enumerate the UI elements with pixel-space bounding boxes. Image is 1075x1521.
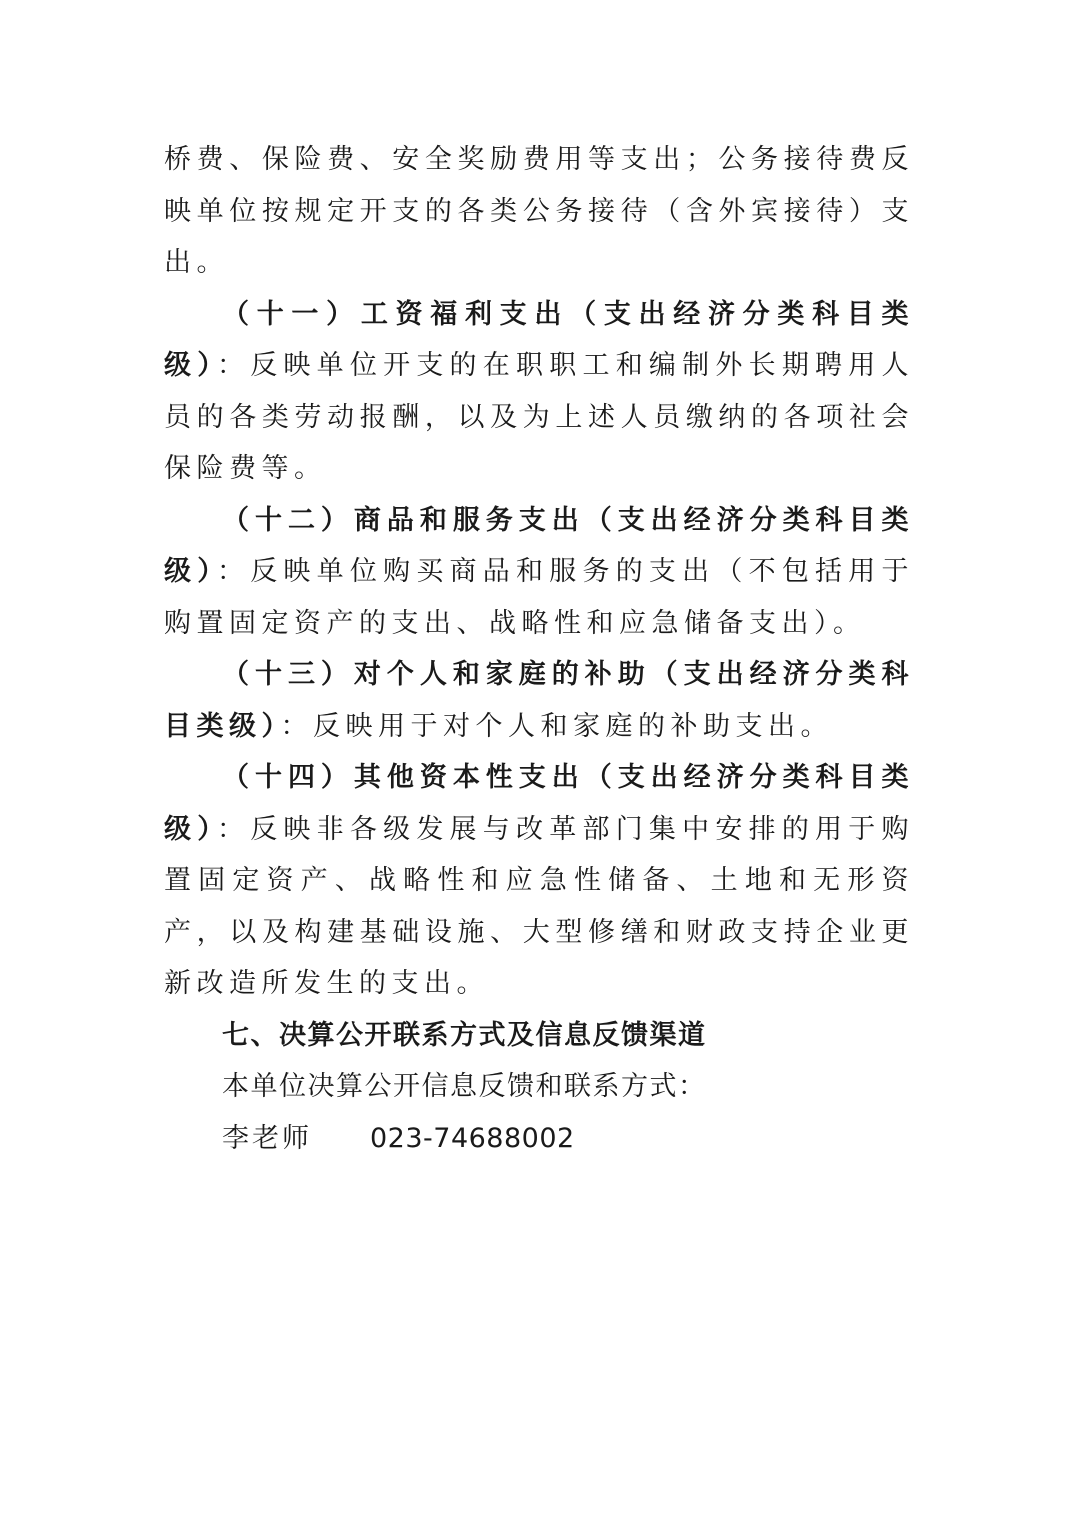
section-heading: 七、决算公开联系方式及信息反馈渠道 (222, 1019, 707, 1051)
contact-phone: 023-74688002 (370, 1122, 575, 1154)
item-description: ：反映单位开支的在职职工和编制外长期聘用人员的各类劳动报酬，以及为上述人员缴纳的各项社会保险费等。 (164, 350, 915, 484)
contact-intro: 本单位决算公开信息反馈和联系方式： (222, 1071, 707, 1102)
item-household-subsidy (164, 649, 914, 752)
item-term: （十一）工资福利支出（支出经济分类科目类级） (164, 298, 914, 381)
item-goods-services (164, 495, 914, 650)
document-body (164, 134, 914, 1164)
item-term: （十四）其他资本性支出（支出经济分类科目类级） (164, 762, 914, 845)
item-term: （十二）商品和服务支出（支出经济分类科目类级） (164, 504, 914, 587)
item-description: ：反映用于对个人和家庭的补助支出。 (280, 710, 833, 742)
continuation-paragraph: 桥费、保险费、安全奖励费用等支出；公务接待费反映单位按规定开支的各类公务接待（含外宾接待）支出。 (164, 144, 914, 278)
item-description: ：反映单位购买商品和服务的支出（不包括用于购置固定资产的支出、战略性和应急储备支出）。 (164, 556, 915, 639)
item-description: ：反映非各级发展与改革部门集中安排的用于购置固定资产、战略性和应急性储备、土地和无形资产，以及构建基础设施、大型修缮和财政支持企业更新改造所发生的支出。 (164, 813, 915, 999)
contact-line (164, 1113, 914, 1165)
contact-name: 李老师 (222, 1122, 312, 1154)
item-other-capital (164, 752, 914, 1010)
item-term: （十三）对个人和家庭的补助（支出经济分类科目类级） (164, 659, 914, 742)
item-wages-benefits (164, 289, 914, 495)
